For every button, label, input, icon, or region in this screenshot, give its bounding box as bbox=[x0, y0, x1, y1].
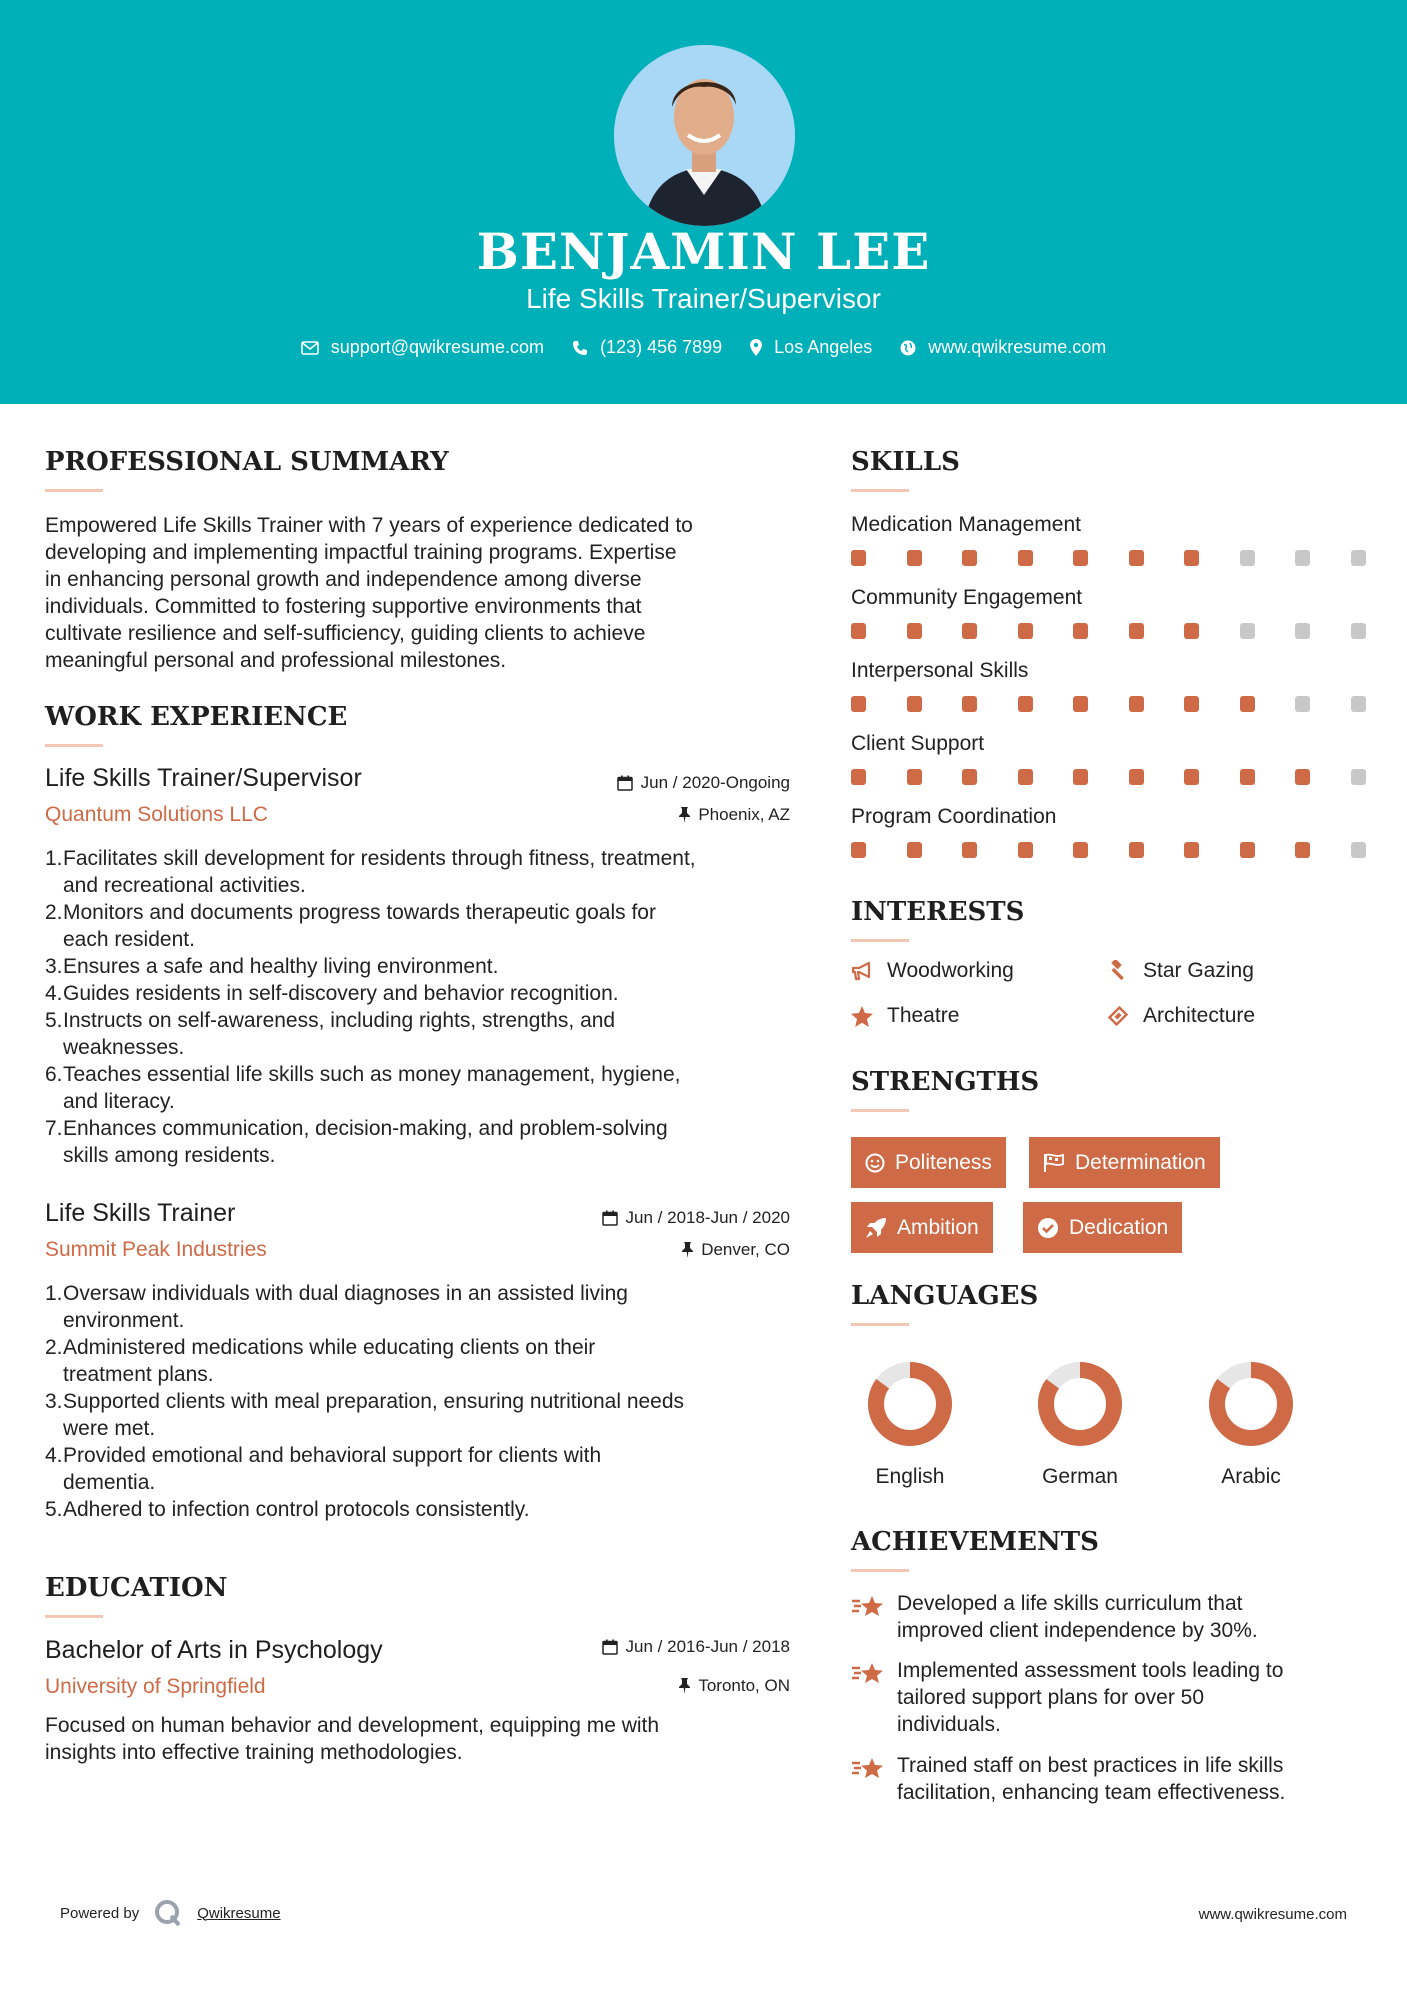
rating-dot-filled bbox=[1184, 623, 1199, 639]
skill-name: Community Engagement bbox=[851, 586, 1083, 609]
list-item: 3. Supported clients with meal preparation, ensuring nutritional needs were met. bbox=[45, 1390, 685, 1440]
list-item: 5. Instructs on self-awareness, including rights, strengths, and weaknesses. bbox=[45, 1009, 616, 1059]
contact-bar bbox=[0, 337, 1407, 358]
languages-heading: LANGUAGES bbox=[851, 1281, 1039, 1311]
skill-rating bbox=[851, 550, 1363, 566]
rating-dot-filled bbox=[1018, 623, 1033, 639]
language-name: German bbox=[1042, 1465, 1118, 1488]
achievements-rule bbox=[851, 1569, 909, 1572]
rating-dot-filled bbox=[1240, 842, 1255, 858]
list-item: 3. Ensures a safe and healthy living environment. bbox=[45, 955, 499, 978]
powered-by bbox=[60, 1898, 281, 1928]
strength-determination: Determination bbox=[1029, 1137, 1220, 1188]
rating-dot-filled bbox=[962, 696, 977, 712]
experience-rule bbox=[45, 744, 103, 747]
rating-dot-filled bbox=[1018, 696, 1033, 712]
education-location-text: Toronto, ON bbox=[698, 1676, 790, 1695]
rating-dot-filled bbox=[962, 550, 977, 566]
rating-dot-filled bbox=[1184, 696, 1199, 712]
rating-dot-filled bbox=[907, 696, 922, 712]
rating-dot-empty bbox=[1295, 696, 1310, 712]
rating-dot-filled bbox=[1129, 623, 1144, 639]
candidate-name: BENJAMIN LEE bbox=[476, 222, 931, 281]
profile-photo bbox=[614, 45, 795, 226]
summary-line: Empowered Life Skills Trainer with 7 years of experience dedicated to bbox=[45, 514, 693, 537]
language-donut bbox=[1209, 1362, 1293, 1451]
rating-dot-empty bbox=[1351, 623, 1366, 639]
rating-dot-empty bbox=[1240, 550, 1255, 566]
rating-dot-filled bbox=[851, 550, 866, 566]
interests-heading: INTERESTS bbox=[851, 897, 1025, 927]
rating-dot-filled bbox=[1129, 696, 1144, 712]
rating-dot-filled bbox=[1295, 842, 1310, 858]
job-duties bbox=[45, 1280, 815, 1523]
contact-phone[interactable] bbox=[572, 337, 722, 358]
interest-theatre: Theatre bbox=[851, 1004, 959, 1028]
job-location-text: Denver, CO bbox=[701, 1240, 790, 1259]
achievements-heading: ACHIEVEMENTS bbox=[851, 1527, 1099, 1557]
job-date-text: Jun / 2020-Ongoing bbox=[640, 773, 790, 792]
rating-dot-filled bbox=[1184, 550, 1199, 566]
rating-dot-empty bbox=[1351, 769, 1366, 785]
skill-name: Program Coordination bbox=[851, 805, 1057, 828]
summary-line: developing and implementing impactful training programs. Expertise bbox=[45, 541, 677, 564]
rating-dot-filled bbox=[1129, 769, 1144, 785]
skill-name: Client Support bbox=[851, 732, 985, 755]
rating-dot-filled bbox=[907, 842, 922, 858]
interest-architecture: Architecture bbox=[1107, 1004, 1255, 1028]
experience-heading: WORK EXPERIENCE bbox=[45, 702, 348, 732]
smile-icon bbox=[865, 1153, 885, 1173]
rating-dot-filled bbox=[1129, 550, 1144, 566]
rating-dot-filled bbox=[1073, 696, 1088, 712]
globe-icon bbox=[900, 340, 916, 356]
rating-dot-filled bbox=[1073, 769, 1088, 785]
flag-icon bbox=[1043, 1153, 1065, 1173]
list-item: 7. Enhances communication, decision-making, and problem-solving skills among residents. bbox=[45, 1117, 668, 1167]
education-description: Focused on human behavior and development, equipping me with insights into effective training methodologies. bbox=[45, 1714, 660, 1764]
degree-title: Bachelor of Arts in Psychology bbox=[45, 1636, 383, 1664]
rating-dot-filled bbox=[962, 842, 977, 858]
contact-email[interactable] bbox=[301, 337, 544, 358]
company-name: Summit Peak Industries bbox=[45, 1238, 267, 1261]
pushpin-icon bbox=[679, 1678, 690, 1694]
skill-name: Interpersonal Skills bbox=[851, 659, 1029, 682]
rating-dot-empty bbox=[1240, 623, 1255, 639]
language-name: Arabic bbox=[1221, 1465, 1281, 1488]
shooting-star-icon bbox=[851, 1754, 885, 1782]
rating-dot-filled bbox=[1184, 769, 1199, 785]
strength-ambition: Ambition bbox=[851, 1202, 993, 1253]
languages-rule bbox=[851, 1323, 909, 1326]
phone-text: (123) 456 7899 bbox=[600, 337, 723, 357]
ticket-icon bbox=[1107, 1005, 1129, 1027]
calendar-icon bbox=[602, 1210, 618, 1226]
rating-dot-filled bbox=[907, 769, 922, 785]
pushpin-icon bbox=[679, 807, 690, 823]
rating-dot-filled bbox=[851, 769, 866, 785]
job-duties bbox=[45, 845, 815, 1169]
rating-dot-filled bbox=[1018, 550, 1033, 566]
list-item: 6. Teaches essential life skills such as money management, hygiene, and literacy. bbox=[45, 1063, 681, 1113]
resume-header bbox=[0, 0, 1407, 404]
job-date-text: Jun / 2018-Jun / 2020 bbox=[625, 1208, 790, 1227]
achievement-text: Trained staff on best practices in life skills facilitation, enhancing team effectiveness. bbox=[897, 1754, 1286, 1804]
job-title: Life Skills Trainer bbox=[45, 1199, 236, 1227]
gavel-icon bbox=[1107, 960, 1129, 982]
rating-dot-filled bbox=[1018, 769, 1033, 785]
strengths-rule bbox=[851, 1109, 909, 1112]
footer-website[interactable]: www.qwikresume.com bbox=[1198, 1906, 1347, 1923]
language-name: English bbox=[875, 1465, 945, 1488]
achievement-item bbox=[851, 1657, 1371, 1738]
rating-dot-empty bbox=[1295, 550, 1310, 566]
rating-dot-empty bbox=[1351, 550, 1366, 566]
star-icon bbox=[851, 1006, 873, 1027]
rating-dot-filled bbox=[1295, 769, 1310, 785]
candidate-role: Life Skills Trainer/Supervisor bbox=[526, 283, 881, 314]
rating-dot-filled bbox=[907, 550, 922, 566]
skills-rule bbox=[851, 489, 909, 492]
achievement-item bbox=[851, 1590, 1371, 1644]
achievement-text: Implemented assessment tools leading to tailored support plans for over 50 individuals. bbox=[897, 1659, 1284, 1736]
rating-dot-filled bbox=[1184, 842, 1199, 858]
rating-dot-filled bbox=[1073, 623, 1088, 639]
strengths-heading: STRENGTHS bbox=[851, 1067, 1040, 1097]
calendar-icon bbox=[602, 1639, 618, 1655]
language-donut bbox=[1038, 1362, 1122, 1451]
achievement-text: Developed a life skills curriculum that improved client independence by 30%. bbox=[897, 1592, 1258, 1642]
summary-line: in enhancing personal growth and independence among diverse bbox=[45, 568, 642, 591]
rating-dot-filled bbox=[907, 623, 922, 639]
rating-dot-empty bbox=[1351, 842, 1366, 858]
job-location bbox=[490, 1240, 790, 1260]
job-date bbox=[490, 1208, 790, 1228]
rating-dot-filled bbox=[1018, 842, 1033, 858]
location-text: Los Angeles bbox=[774, 337, 873, 357]
rating-dot-filled bbox=[1240, 769, 1255, 785]
list-item: 4. Provided emotional and behavioral support for clients with dementia. bbox=[45, 1444, 602, 1494]
skill-rating bbox=[851, 696, 1363, 712]
list-item: 1. Facilitates skill development for residents through fitness, treatment, and recreational activities. bbox=[45, 847, 696, 897]
job-date bbox=[490, 773, 790, 793]
list-item: 4. Guides residents in self-discovery and behavior recognition. bbox=[45, 982, 619, 1005]
rating-dot-empty bbox=[1295, 623, 1310, 639]
rating-dot-filled bbox=[962, 623, 977, 639]
strength-politeness: Politeness bbox=[851, 1137, 1006, 1188]
contact-location bbox=[750, 337, 872, 358]
skills-heading: SKILLS bbox=[851, 447, 960, 477]
summary-heading: PROFESSIONAL SUMMARY bbox=[45, 447, 449, 477]
contact-website[interactable] bbox=[900, 337, 1106, 358]
interest-star-gazing: Star Gazing bbox=[1107, 959, 1254, 983]
summary-text bbox=[45, 512, 805, 674]
summary-line: individuals. Committed to fostering supportive environments that bbox=[45, 595, 642, 618]
company-name: Quantum Solutions LLC bbox=[45, 803, 268, 826]
rating-dot-filled bbox=[1129, 842, 1144, 858]
interest-woodworking: Woodworking bbox=[851, 959, 1014, 983]
powered-by-label: Powered by bbox=[60, 1904, 140, 1922]
phone-icon bbox=[572, 340, 588, 356]
rating-dot-filled bbox=[1073, 550, 1088, 566]
education-date bbox=[490, 1637, 790, 1657]
summary-line: meaningful personal and professional milestones. bbox=[45, 649, 507, 672]
job-location-text: Phoenix, AZ bbox=[698, 805, 790, 824]
list-item: 2. Monitors and documents progress towards therapeutic goals for each resident. bbox=[45, 901, 656, 951]
education-rule bbox=[45, 1615, 103, 1618]
check-circle-icon bbox=[1037, 1217, 1059, 1239]
qwikresume-logo-icon bbox=[153, 1898, 183, 1928]
calendar-icon bbox=[617, 775, 633, 791]
summary-line: cultivate resilience and self-sufficiency, guiding clients to achieve bbox=[45, 622, 646, 645]
shooting-star-icon bbox=[851, 1659, 885, 1687]
shooting-star-icon bbox=[851, 1592, 885, 1620]
pushpin-icon bbox=[682, 1242, 693, 1258]
skill-rating bbox=[851, 769, 1363, 785]
achievement-item bbox=[851, 1752, 1371, 1806]
rocket-icon bbox=[865, 1217, 887, 1239]
education-heading: EDUCATION bbox=[45, 1573, 228, 1603]
envelope-icon bbox=[301, 341, 319, 355]
email-text: support@qwikresume.com bbox=[330, 337, 545, 357]
rating-dot-filled bbox=[1240, 696, 1255, 712]
education-date-text: Jun / 2016-Jun / 2018 bbox=[625, 1637, 790, 1656]
rating-dot-filled bbox=[962, 769, 977, 785]
list-item: 1. Oversaw individuals with dual diagnoses in an assisted living environment. bbox=[45, 1282, 628, 1332]
map-marker-icon bbox=[750, 339, 762, 356]
rating-dot-filled bbox=[1073, 842, 1088, 858]
interests-rule bbox=[851, 939, 909, 942]
rating-dot-filled bbox=[851, 623, 866, 639]
education-location bbox=[490, 1676, 790, 1696]
skill-rating bbox=[851, 623, 1363, 639]
brand-link[interactable]: Qwikresume bbox=[197, 1904, 281, 1922]
list-item: 5. Adhered to infection control protocols consistently. bbox=[45, 1498, 530, 1521]
language-donut bbox=[868, 1362, 952, 1451]
strength-dedication: Dedication bbox=[1023, 1202, 1182, 1253]
bullhorn-icon bbox=[851, 961, 873, 981]
website-text: www.qwikresume.com bbox=[928, 337, 1107, 357]
job-location bbox=[490, 805, 790, 825]
summary-rule bbox=[45, 489, 103, 492]
rating-dot-filled bbox=[851, 842, 866, 858]
skill-name: Medication Management bbox=[851, 513, 1081, 536]
list-item: 2. Administered medications while educating clients on their treatment plans. bbox=[45, 1336, 596, 1386]
skill-rating bbox=[851, 842, 1363, 858]
school-name: University of Springfield bbox=[45, 1675, 266, 1698]
rating-dot-empty bbox=[1351, 696, 1366, 712]
rating-dot-filled bbox=[851, 696, 866, 712]
job-title: Life Skills Trainer/Supervisor bbox=[45, 764, 362, 792]
